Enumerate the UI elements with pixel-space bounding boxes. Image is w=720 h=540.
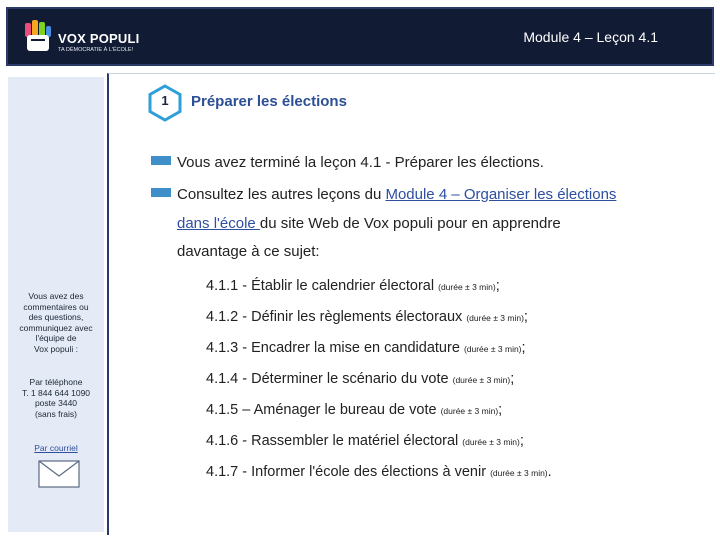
lesson-item-end: ; <box>510 371 515 387</box>
lesson-item-title: 4.1.3 - Encadrer la mise en candidature <box>206 340 460 356</box>
phone-line: (sans frais) <box>34 408 78 419</box>
module-4-link-continued[interactable]: dans l'école <box>177 215 260 232</box>
lesson-duration: (durée ± 3 min) <box>466 313 524 323</box>
completion-text: Vous avez terminé la leçon 4.1 - Préparer les élections. <box>177 154 544 171</box>
lesson-number: 1 <box>161 93 169 108</box>
lesson-item-title: 4.1.6 - Rassembler le matériel électoral <box>206 433 459 449</box>
phone-info <box>8 377 104 419</box>
phone-line: poste 3440 <box>34 398 78 409</box>
lesson-duration: (durée ± 3 min) <box>438 282 496 292</box>
consult-suffix: du site Web de Vox populi pour en apprendre <box>259 215 561 232</box>
module-title: Module 4 – Leçon 4.1 <box>523 29 658 45</box>
contact-line: commentaires ou <box>23 301 89 312</box>
lesson-title: Préparer les élections <box>191 93 347 110</box>
lesson-item-title: 4.1.5 – Aménager le bureau de vote <box>206 402 437 418</box>
contact-intro <box>8 291 104 355</box>
lesson-duration: (durée ± 3 min) <box>440 406 499 416</box>
module-4-link[interactable]: Module 4 – Organiser les élections <box>385 186 617 203</box>
lesson-item-title: 4.1.4 - Déterminer le scénario du vote <box>206 371 449 387</box>
lesson-item-title: 4.1.7 - Informer l'école des élections à venir <box>206 464 487 480</box>
logo-subtitle: TA DÉMOCRATIE À L'ÉCOLE! <box>58 47 134 53</box>
bullet-marker <box>151 156 171 165</box>
contact-sidebar <box>8 77 104 532</box>
lesson-list-item <box>206 278 500 294</box>
phone-line: Par téléphone <box>29 377 83 387</box>
contact-line: Vox populi : <box>34 343 78 354</box>
lesson-duration: (durée ± 3 min) <box>462 437 520 447</box>
consult-text-line3: davantage à ce sujet: <box>177 243 320 260</box>
lesson-item-end: . <box>547 464 552 480</box>
lesson-item-end: ; <box>519 433 524 449</box>
lesson-list-item <box>206 464 552 480</box>
phone-line: T. 1 844 644 1090 <box>21 387 91 398</box>
logo-title: VOX POPULI <box>58 31 140 46</box>
lesson-item-end: ; <box>498 402 503 418</box>
lesson-list-item <box>206 433 524 449</box>
lesson-list-item <box>206 402 502 418</box>
lesson-list-item <box>206 371 514 387</box>
lesson-duration: (durée ± 3 min) <box>463 344 522 354</box>
lesson-duration: (durée ± 3 min) <box>452 375 511 385</box>
lesson-duration: (durée ± 3 min) <box>490 468 548 478</box>
lesson-item-title: 4.1.2 - Définir les règlements électoraux <box>206 309 463 325</box>
header-bar <box>6 7 714 66</box>
lesson-list-item <box>206 340 526 356</box>
contact-line: des questions, <box>28 312 84 323</box>
envelope-icon[interactable] <box>38 460 80 488</box>
lesson-item-title: 4.1.1 - Établir le calendrier électoral <box>206 278 435 294</box>
contact-line: l'équipe de <box>35 333 77 344</box>
consult-text-line1 <box>177 186 616 203</box>
contact-line: Vous avez des <box>28 291 84 301</box>
vox-populi-logo[interactable] <box>22 19 140 59</box>
lesson-list-item <box>206 309 528 325</box>
lesson-item-end: ; <box>521 340 526 356</box>
lesson-item-end: ; <box>495 278 500 294</box>
email-link[interactable]: Par courriel <box>34 443 78 453</box>
lesson-item-end: ; <box>523 309 528 325</box>
bullet-marker <box>151 188 171 197</box>
contact-line: communiquez avec <box>19 322 93 333</box>
consult-prefix: Consultez les autres leçons du <box>177 186 386 203</box>
consult-text-line2 <box>177 215 561 232</box>
hand-vote-icon <box>22 19 54 53</box>
